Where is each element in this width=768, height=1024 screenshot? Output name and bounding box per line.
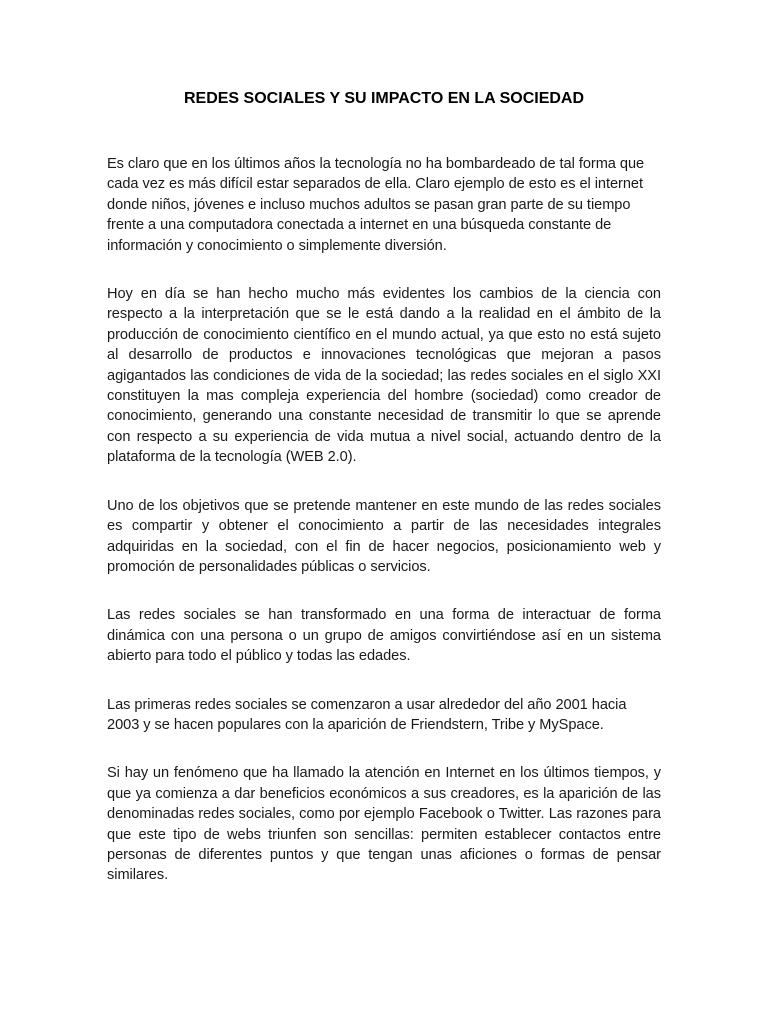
paragraph-3: Uno de los objetivos que se pretende mantener en este mundo de las redes sociales es compartir y obtener el conocimiento a partir de las necesidades integrales adquiridas en la sociedad, con el fin de hacer negocios, posicionamiento web y promoción de personalidades públicas o servicios. bbox=[107, 497, 661, 575]
paragraph-4: Las redes sociales se han transformado en una forma de interactuar de forma dinámica con una persona o un grupo de amigos convirtiéndose así en un sistema abierto para todo el público y todas las edades. bbox=[107, 607, 661, 665]
paragraph-6: Si hay un fenómeno que ha llamado la atención en Internet en los últimos tiempos, y que ya comienza a dar beneficios económicos a sus creadores, es la aparición de las denominadas redes sociales, como por ejemplo Facebook o Twitter. Las razones para que este tipo de webs triunfen son sencillas: permiten establecer contactos entre personas de diferentes puntos y que tengan unas aficiones o formas de pensar similares. bbox=[107, 765, 661, 884]
paragraph-1: Es claro que en los últimos años la tecnología no ha bombardeado de tal forma que cada vez es más difícil estar separados de ella. Claro ejemplo de esto es el internet donde niños, jóvenes e incluso muchos adultos se pasan gran parte de su tiempo frente a una computadora conectada a internet en una búsqueda constante de información y conocimiento o simplemente diversión. bbox=[107, 156, 645, 254]
document-title: REDES SOCIALES Y SU IMPACTO EN LA SOCIEDAD bbox=[183, 90, 585, 107]
paragraph-5: Las primeras redes sociales se comenzaron a usar alrededor del año 2001 hacia 2003 y se hacen populares con la aparición de Friendstern, Tribe y MySpace. bbox=[107, 696, 627, 733]
paragraph-2: Hoy en día se han hecho mucho más evidentes los cambios de la ciencia con respecto a la interpretación que se le está dando a la realidad en el ámbito de la producción de conocimiento científico en el mundo actual, ya que esto no está sujeto al desarrollo de productos e innovaciones tecnológicas que mejoran a pasos agigantados las condiciones de vida de la sociedad; las redes sociales en el siglo XXI constituyen la mas compleja experiencia del hombre (sociedad) como creador de conocimiento, generando una constante necesidad de transmitir lo que se aprende con respecto a su experiencia de vida mutua a nivel social, actuando dentro de la plataforma de la tecnología (WEB 2.0). bbox=[107, 286, 661, 466]
document-body bbox=[107, 154, 661, 914]
